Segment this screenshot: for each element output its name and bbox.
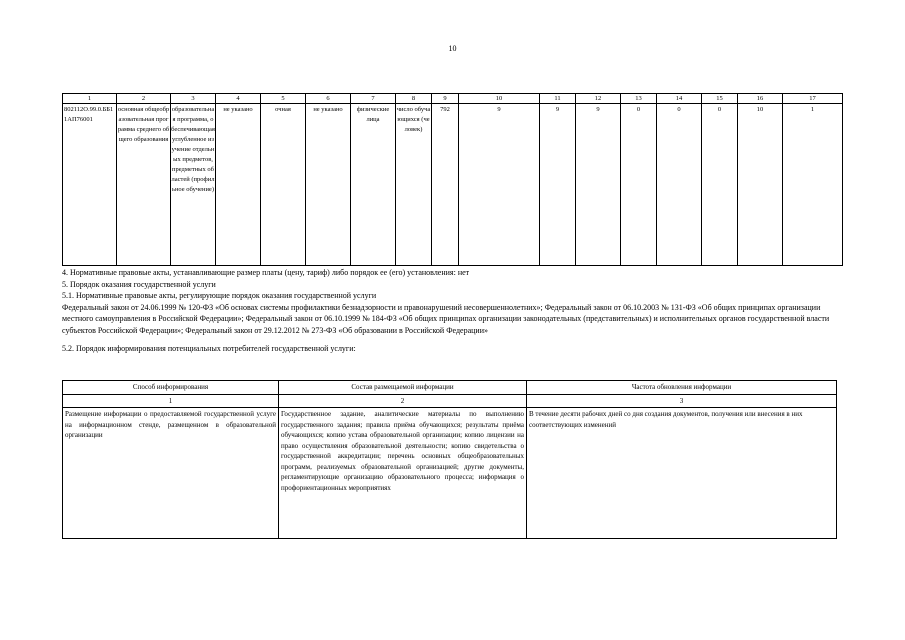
column-number: 16 [738,94,783,104]
registry-number-cell: 802112О.99.0.ББ11АП76001 [63,104,117,266]
content-cell: Государственное задание, аналитические материалы по выполнению государственного задания; правила приёма обучающихся; результаты приёма обучающихся; копию устава образовательной организации; копию лицензии на право осуществления образовательной деятельности; копию свидетельства о государственной аккредитации; перечень основных общеобразовательных программ, реализуемых образовательной организацией; другие документы, регламентирующие организацию образовательного процесса; информация о профориентационных мероприятиях [279,408,527,539]
program-cell: основная общеобразовательная программа среднего общего образования [117,104,171,266]
column-number: 17 [783,94,843,104]
text-sections [62,267,837,355]
column-header-frequency: Частота обновления информации [527,381,837,395]
column-number: 1 [63,395,279,408]
column-header-content: Состав размещаемой информации [279,381,527,395]
value-cell: 0 [621,104,657,266]
section-5-2: 5.2. Порядок информирования потенциальных потребителей государственной услуги: [62,344,356,353]
okei-code-cell: 792 [432,104,459,266]
column-number: 11 [540,94,576,104]
column-number: 14 [657,94,702,104]
table-number-row [63,395,837,408]
program-type-cell: образовательная программа, обеспечивающая углубленное изучение отдельных предметов, предметных областей (профильное обучение) [171,104,216,266]
section-5: 5. Порядок оказания государственной услуги [62,279,216,289]
column-header-method: Способ информирования [63,381,279,395]
column-number: 7 [351,94,396,104]
column-number: 6 [306,94,351,104]
value-cell: 0 [702,104,738,266]
value-cell: 0 [657,104,702,266]
table-header-row [63,381,837,395]
page-number: 10 [448,44,457,53]
table-header-row [63,94,843,104]
section-4: 4. Нормативные правовые акты, устанавливающие размер платы (цену, тариф) либо порядок ее (его) установления: нет [62,268,470,277]
service-indicators-table [62,93,843,266]
column-number: 9 [432,94,459,104]
table-row [63,104,843,266]
value-cell: 9 [459,104,540,266]
column-number: 2 [117,94,171,104]
column-number: 12 [576,94,621,104]
value-cell: 9 [540,104,576,266]
column-number: 15 [702,94,738,104]
column-number: 4 [216,94,261,104]
column-number: 3 [527,395,837,408]
consumer-cell: физические лица [351,104,396,266]
column-number: 5 [261,94,306,104]
value-cell: 1 [783,104,843,266]
column-number: 1 [63,94,117,104]
value-cell: 10 [738,104,783,266]
column-number: 13 [621,94,657,104]
informing-table [62,380,837,539]
indicator-cell: число обучающихся (человек) [396,104,432,266]
laws-paragraph: Федеральный закон от 24.06.1999 № 120-ФЗ «Об основах системы профилактики безнадзорности и правонарушений несовершеннолетних»; Федеральный закон от 06.10.2003 № 131-ФЗ «Об общих принципах организации местного самоуправления в Российской Федерации»; Федеральный закон от 06.10.1999 № 184-ФЗ «Об общих принципах организации законодательных (представительных) и исполнительных органов государственной власти субъектов Российской Федерации»; Федеральный закон от 29.12.2012 № 273-ФЗ «Об образовании в Российской Федерации» [62,302,830,335]
section-5-1: 5.1. Нормативные правовые акты, регулирующие порядок оказания государственной услуги [62,291,377,300]
column-number: 10 [459,94,540,104]
column-number: 3 [171,94,216,104]
table-row [63,408,837,539]
frequency-cell: В течение десяти рабочих дней со дня создания документов, получения или внесения в них соответствующих изменений [527,408,837,539]
table-cell: не указано [306,104,351,266]
table-cell: не указано [216,104,261,266]
method-cell: Размещение информации о предоставляемой государственной услуге на информационном стенде, размещенном в образовательной организации [63,408,279,539]
form-cell: очная [261,104,306,266]
value-cell: 9 [576,104,621,266]
column-number: 8 [396,94,432,104]
column-number: 2 [279,395,527,408]
